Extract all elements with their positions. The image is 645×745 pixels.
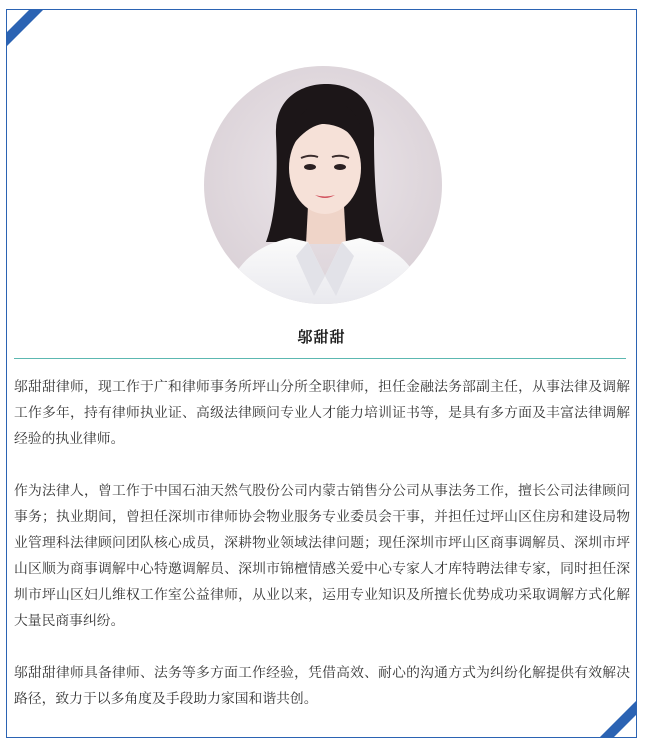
bio-text <box>14 374 630 738</box>
divider <box>14 358 626 359</box>
portrait-photo <box>204 66 442 304</box>
bio-paragraph-1: 邬甜甜律师，现工作于广和律师事务所坪山分所全职律师，担任金融法务部副主任，从事法律及调解工作多年，持有律师执业证、高级法律顾问专业人才能力培训证书等，是具有多方面及丰富法律调解经验的执业律师。 <box>14 379 630 447</box>
bio-paragraph-2: 作为法律人，曾工作于中国石油天然气股份公司内蒙古销售分公司从事法务工作，擅长公司法律顾问事务；执业期间，曾担任深圳市律师协会物业服务专业委员会干事，并担任过坪山区住房和建设局物业管理科法律顾问团队核心成员，深耕物业领域法律问题；现任深圳市坪山区商事调解员、深圳市坪山区顺为商事调解中心特邀调解员、深圳市锦檀情感关爱中心专家人才库特聘法律专家，同时担任深圳市坪山区妇儿维权工作室公益律师，从业以来，运用专业知识及所擅长优势成功采取调解方式化解大量民商事纠纷。 <box>14 483 630 629</box>
bio-paragraph-3: 邬甜甜律师具备律师、法务等多方面工作经验，凭借高效、耐心的沟通方式为纠纷化解提供有效解决路径，致力于以多角度及手段助力家国和谐共创。 <box>14 665 630 707</box>
profile-card <box>6 9 637 738</box>
corner-stripe-bottom-right <box>590 691 636 737</box>
lawyer-name: 邬甜甜 <box>297 328 346 346</box>
corner-stripe-top-left <box>7 10 53 56</box>
